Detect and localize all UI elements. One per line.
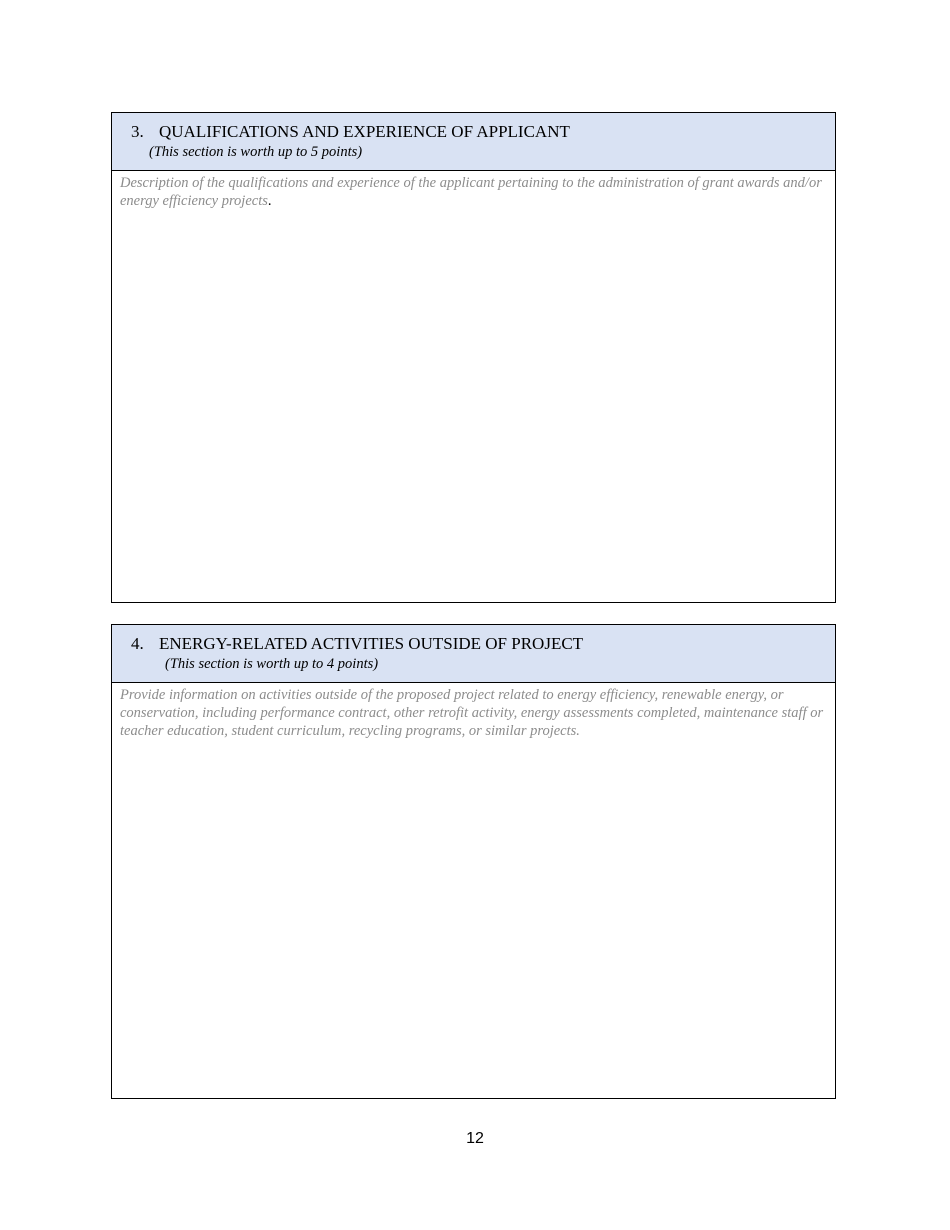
qualifications-input-area[interactable] — [112, 171, 835, 210]
section-points-note: (This section is worth up to 5 points) — [149, 144, 363, 160]
section-points-note: (This section is worth up to 4 points) — [165, 656, 379, 672]
section-energy-activities — [111, 624, 836, 1099]
section-qualifications — [111, 112, 836, 603]
page-number: 12 — [466, 1130, 484, 1147]
placeholder-text: Provide information on activities outside of the proposed project related to energy efficiency, renewable energy, or conservation, including performance contract, other retrofit activity, energy assessments completed, maintenance staff or teacher education, student curriculum, recycling programs, or similar projects. — [120, 687, 824, 739]
section-header — [112, 625, 835, 683]
placeholder-text: Description of the qualifications and experience of the applicant pertaining to the administration of grant awards and/or energy efficiency projects — [120, 175, 822, 209]
section-header — [112, 113, 835, 171]
energy-activities-input-area[interactable] — [112, 683, 835, 740]
section-title — [131, 634, 583, 654]
section-number: 4. — [131, 634, 144, 653]
section-number: 3. — [131, 122, 144, 141]
placeholder-period: . — [267, 193, 272, 209]
section-title-text: ENERGY-RELATED ACTIVITIES OUTSIDE OF PROJECT — [159, 634, 584, 653]
section-title-text: QUALIFICATIONS AND EXPERIENCE OF APPLICANT — [159, 122, 570, 141]
section-title — [131, 122, 570, 142]
